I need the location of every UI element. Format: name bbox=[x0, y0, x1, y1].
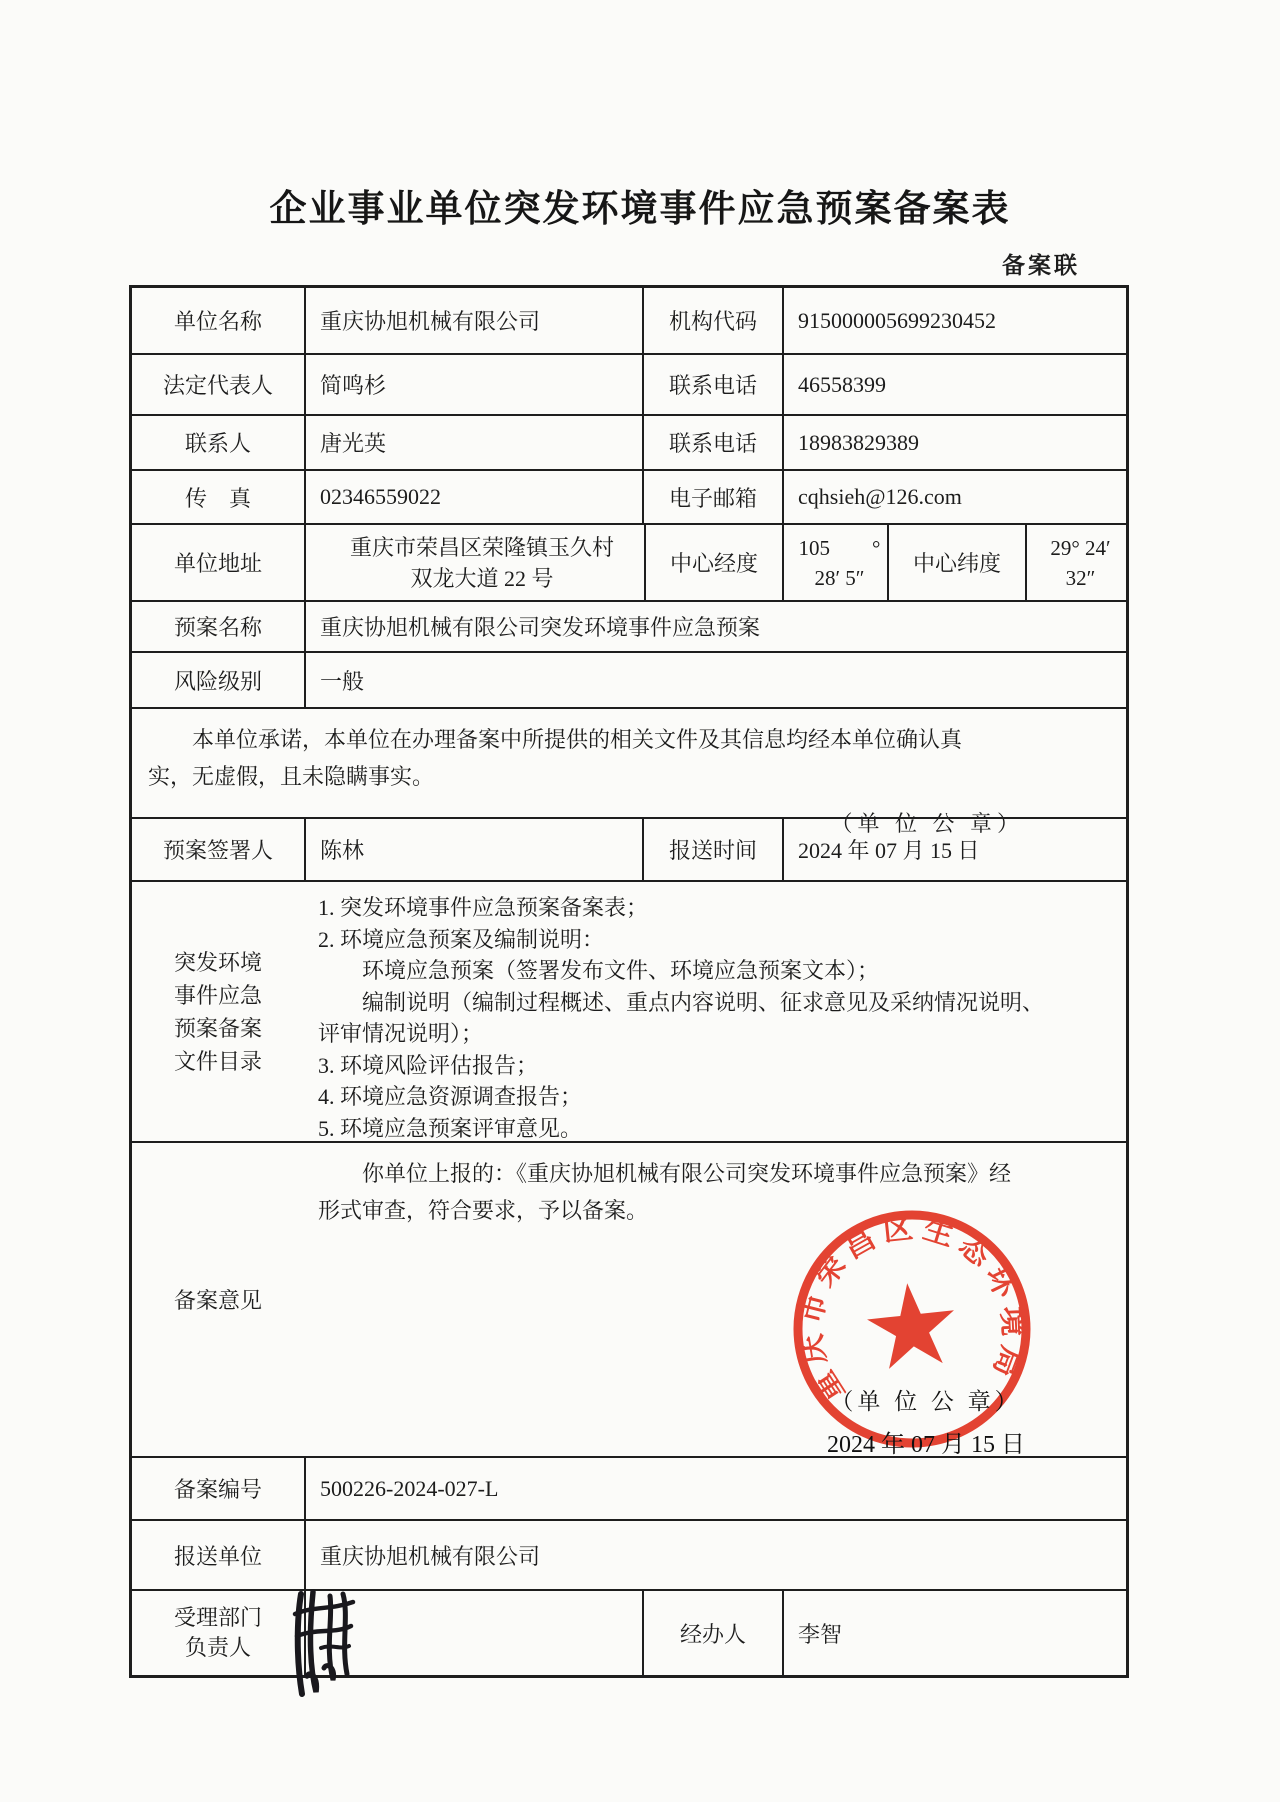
catalog-label-line: 文件目录 bbox=[173, 1048, 262, 1074]
operator-label: 经办人 bbox=[642, 1591, 782, 1675]
handwritten-signature bbox=[283, 1588, 375, 1705]
catalog-item: 3. 环境风险评估报告； bbox=[318, 1052, 539, 1078]
record-no-label: 备案编号 bbox=[173, 1477, 262, 1502]
signer-value: 陈林 bbox=[304, 819, 642, 880]
legal-rep-label: 法定代表人 bbox=[162, 373, 273, 398]
address-line2: 双龙大道 22 号 bbox=[410, 565, 554, 591]
catalog-label-line: 事件应急 bbox=[173, 982, 262, 1008]
signer-label: 预案签署人 bbox=[162, 838, 273, 863]
longitude-line2: 28′ 5″ bbox=[814, 565, 865, 590]
fax-label: 传 真 bbox=[184, 485, 251, 511]
page-title: 企业事业单位突发环境事件应急预案备案表 bbox=[269, 189, 1011, 230]
submit-time-label: 报送时间 bbox=[642, 819, 782, 880]
commitment-line2: 实，无虚假，且未隐瞒事实。 bbox=[148, 764, 435, 789]
submit-time-value: 2024 年 07 月 15 日 bbox=[782, 819, 1126, 880]
handler-label-line2: 负责人 bbox=[184, 1635, 251, 1660]
phone2-label: 联系电话 bbox=[642, 416, 782, 469]
table-row-catalog bbox=[132, 880, 1126, 1141]
email-label: 电子邮箱 bbox=[642, 471, 782, 523]
table-row bbox=[132, 651, 1126, 707]
stamp-text: 重庆市荣昌区生态环境局 bbox=[793, 1211, 1030, 1409]
table-row bbox=[132, 469, 1126, 523]
plan-name-label: 预案名称 bbox=[173, 615, 262, 640]
longitude-label: 中心经度 bbox=[644, 525, 782, 600]
table-row bbox=[132, 817, 1126, 880]
filing-form-table bbox=[129, 285, 1129, 1678]
star-icon bbox=[864, 1279, 960, 1371]
address-line1: 重庆市荣昌区荣隆镇玉久村 bbox=[349, 534, 614, 560]
contact-value: 唐光英 bbox=[304, 416, 642, 469]
latitude-line1: 29° 24′ bbox=[1050, 535, 1111, 560]
opinion-date: 2024 年 07 月 15 日 bbox=[827, 1432, 1025, 1458]
risk-level-value: 一般 bbox=[304, 653, 1126, 707]
handler-label bbox=[132, 1591, 304, 1675]
legal-rep-value: 简鸣杉 bbox=[304, 355, 642, 414]
catalog-item: 评审情况说明）； bbox=[318, 1021, 484, 1046]
submit-unit-label: 报送单位 bbox=[173, 1543, 262, 1569]
catalog-item: 编制说明（编制过程概述、重点内容说明、征求意见及采纳情况说明、 bbox=[318, 989, 1045, 1015]
email-value: cqhsieh@126.com bbox=[782, 471, 1126, 523]
catalog-items bbox=[304, 882, 1126, 1141]
opinion-cell bbox=[304, 1143, 1126, 1456]
latitude-label: 中心纬度 bbox=[887, 525, 1025, 600]
opinion-seal-note: （单 位 公 章） bbox=[830, 1389, 1022, 1414]
catalog-item: 2. 环境应急预案及编制说明： bbox=[318, 926, 605, 952]
commitment-cell bbox=[132, 709, 1126, 836]
address-label: 单位地址 bbox=[173, 551, 262, 576]
org-code-value: 915000005699230452 bbox=[782, 288, 1126, 353]
catalog-label-line: 突发环境 bbox=[173, 949, 262, 975]
opinion-label: 备案意见 bbox=[173, 1288, 262, 1313]
handler-label-line1: 受理部门 bbox=[173, 1605, 262, 1630]
plan-name-value: 重庆协旭机械有限公司突发环境事件应急预案 bbox=[304, 602, 1126, 651]
unit-name-label: 单位名称 bbox=[173, 309, 262, 334]
risk-level-label: 风险级别 bbox=[173, 668, 262, 694]
record-no-value: 500226-2024-027-L bbox=[304, 1458, 1126, 1519]
table-row bbox=[132, 523, 1126, 600]
commitment-seal-note: （单 位 公 章） bbox=[830, 811, 1024, 836]
table-row bbox=[132, 1589, 1126, 1675]
org-code-label: 机构代码 bbox=[642, 288, 782, 353]
latitude-line2: 32″ bbox=[1065, 565, 1096, 590]
opinion-line1: 你单位上报的：《重庆协旭机械有限公司突发环境事件应急预案》经 bbox=[318, 1161, 1012, 1186]
table-row bbox=[132, 288, 1126, 353]
copy-label: 备案联 bbox=[1002, 253, 1080, 278]
table-row-opinion bbox=[132, 1141, 1126, 1456]
table-row bbox=[132, 600, 1126, 651]
latitude-value bbox=[1025, 525, 1126, 600]
contact-label: 联系人 bbox=[184, 431, 251, 456]
operator-value: 李智 bbox=[782, 1591, 1126, 1675]
table-row-commitment bbox=[132, 707, 1126, 836]
unit-name-value: 重庆协旭机械有限公司 bbox=[304, 288, 642, 353]
phone1-label: 联系电话 bbox=[642, 355, 782, 414]
fax-value: 02346559022 bbox=[304, 471, 642, 523]
phone1-value: 46558399 bbox=[782, 355, 1126, 414]
address-value bbox=[304, 525, 644, 600]
table-row bbox=[132, 414, 1126, 469]
table-row bbox=[132, 1456, 1126, 1519]
phone2-value: 18983829389 bbox=[782, 416, 1126, 469]
signature-icon bbox=[283, 1588, 375, 1700]
catalog-label-line: 预案备案 bbox=[173, 1015, 262, 1041]
submit-unit-value: 重庆协旭机械有限公司 bbox=[304, 1521, 1126, 1589]
catalog-item: 5. 环境应急预案评审意见。 bbox=[318, 1115, 583, 1141]
catalog-item: 1. 突发环境事件应急预案备案表； bbox=[318, 895, 649, 920]
catalog-item: 4. 环境应急资源调查报告； bbox=[318, 1084, 583, 1109]
longitude-value bbox=[782, 525, 887, 600]
commitment-line1: 本单位承诺，本单位在办理备案中所提供的相关文件及其信息均经本单位确认真 bbox=[148, 727, 963, 752]
longitude-line1: 105 ° bbox=[798, 535, 881, 560]
table-row bbox=[132, 353, 1126, 414]
opinion-line2: 形式审查，符合要求，予以备案。 bbox=[318, 1198, 649, 1223]
table-row bbox=[132, 1519, 1126, 1589]
catalog-item: 环境应急预案（签署发布文件、环境应急预案文本）； bbox=[318, 958, 880, 983]
catalog-label bbox=[132, 882, 304, 1141]
